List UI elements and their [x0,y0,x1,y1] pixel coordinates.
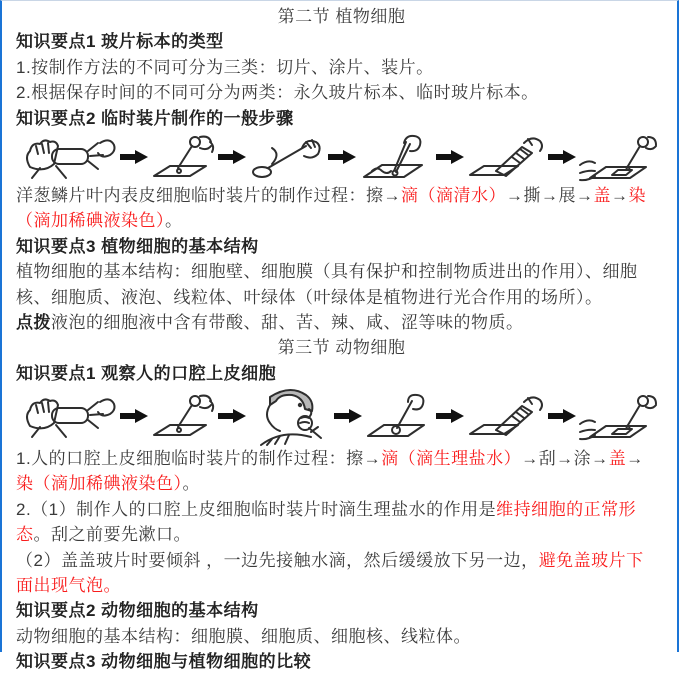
text-segment: 滴（滴清水） [401,185,506,205]
text-segment: 态 [16,525,34,545]
text-line [16,446,667,471]
text-segment: 染 [628,185,646,205]
cheek-cell-steps-figure [22,387,667,445]
wipe-slide-icon [22,134,118,180]
text-segment: 维持细胞的正常形 [496,499,637,519]
wipe-slide-icon [22,393,118,439]
text-segment: 知识要点1 玻片标本的类型 [16,32,224,52]
text-segment: 滴（滴生理盐水） [381,449,522,469]
text-segment: 1.人的口腔上皮细胞临时装片的制作过程：擦→ [16,449,382,469]
text-line [16,573,667,598]
text-segment: 知识要点1 观察人的口腔上皮细胞 [16,363,277,383]
text-line [16,55,667,80]
arrow-right-icon [548,408,576,424]
text-segment: 知识要点2 动物细胞的基本结构 [16,601,259,621]
text-segment: 知识要点3 植物细胞的基本结构 [16,236,259,256]
text-segment: 第二节 植物细胞 [277,7,406,26]
place-spread-icon [358,133,434,181]
arrow-right-icon [218,149,246,165]
text-segment: 盖 [593,185,611,205]
drip-water-icon [150,393,216,439]
section3-title [16,335,667,360]
plant-slide-steps-figure [22,132,667,182]
text-segment: 2.（1）制作人的口腔上皮细胞临时装片时滴生理盐水的作用是 [16,499,497,519]
text-segment: 。 [165,211,183,231]
drip-water-icon [150,134,216,180]
tear-peel-icon [248,134,326,180]
text-line [16,80,667,105]
text-segment: 点拨 [16,312,51,332]
kp1-animal-heading [16,361,667,386]
text-segment: 避免盖玻片下 [538,550,644,570]
text-line [16,548,667,573]
text-segment: 盖 [608,449,627,469]
text-line [16,183,667,208]
text-segment: →撕→展→ [506,185,594,205]
text-line [16,497,667,522]
kp1-plant-heading [16,29,667,54]
text-segment: 。刮之前要先漱口。 [33,525,191,545]
text-segment: 知识要点3 动物细胞与植物细胞的比较 [16,652,312,672]
arrow-right-icon [436,408,464,424]
text-line [16,471,667,496]
text-segment: 核、细胞质、液泡、线粒体、叶绿体（叶绿体是植物进行光合作用的场所）。 [16,287,603,307]
text-segment: 植物细胞的基本结构：细胞壁、细胞膜（具有保护和控制物质进出的作用）、细胞 [16,262,638,282]
text-segment: 液泡的细胞液中含有带酸、甜、苦、辣、咸、涩等味的物质。 [51,312,524,332]
text-segment: 1.按制作方法的不同可分为三类：切片、涂片、装片。 [16,57,434,77]
text-line [16,522,667,547]
text-segment: 2.根据保存时间的不同可分为两类：永久玻片标本、临时玻片标本。 [16,83,539,103]
text-segment: → [626,449,644,469]
arrow-right-icon [334,408,362,424]
text-line [16,259,667,284]
stain-icon [578,391,658,441]
text-segment: 知识要点2 临时装片制作的一般步骤 [16,108,294,128]
kp2-plant-heading [16,106,667,131]
arrow-right-icon [548,149,576,165]
document-body [16,4,667,675]
text-line [16,285,667,310]
tip-line [16,310,667,335]
text-segment: （滴加稀碘液染色） [16,211,165,231]
text-segment: 洋葱鳞片叶内表皮细胞临时装片的制作过程：擦→ [16,185,401,205]
swab-cheek-icon [248,387,332,445]
arrow-right-icon [120,149,148,165]
arrow-right-icon [328,149,356,165]
arrow-right-icon [436,149,464,165]
text-segment: →刮→涂→ [521,449,609,469]
text-line [16,208,667,233]
text-segment: （2）盖盖玻片时要倾斜 ，一边先接触水滴，然后缓缓放下另一边， [16,550,539,570]
text-segment: 动物细胞的基本结构：细胞膜、细胞质、细胞核、线粒体。 [16,626,471,646]
text-segment: 。 [182,474,200,494]
arrow-right-icon [218,408,246,424]
kp3-plant-heading [16,234,667,259]
cover-slip-icon [466,392,546,440]
kp3-animal-heading [16,649,667,674]
text-segment: 染（滴加稀碘液染色） [16,474,183,494]
smear-icon [364,392,434,440]
text-segment: 面出现气泡。 [16,576,121,596]
kp2-animal-heading [16,598,667,623]
arrow-right-icon [120,408,148,424]
section2-title [16,4,667,29]
text-segment: 第三节 动物细胞 [277,338,406,358]
text-line [16,624,667,649]
cover-slip-icon [466,133,546,181]
text-segment: → [611,185,629,205]
stain-icon [578,132,658,182]
